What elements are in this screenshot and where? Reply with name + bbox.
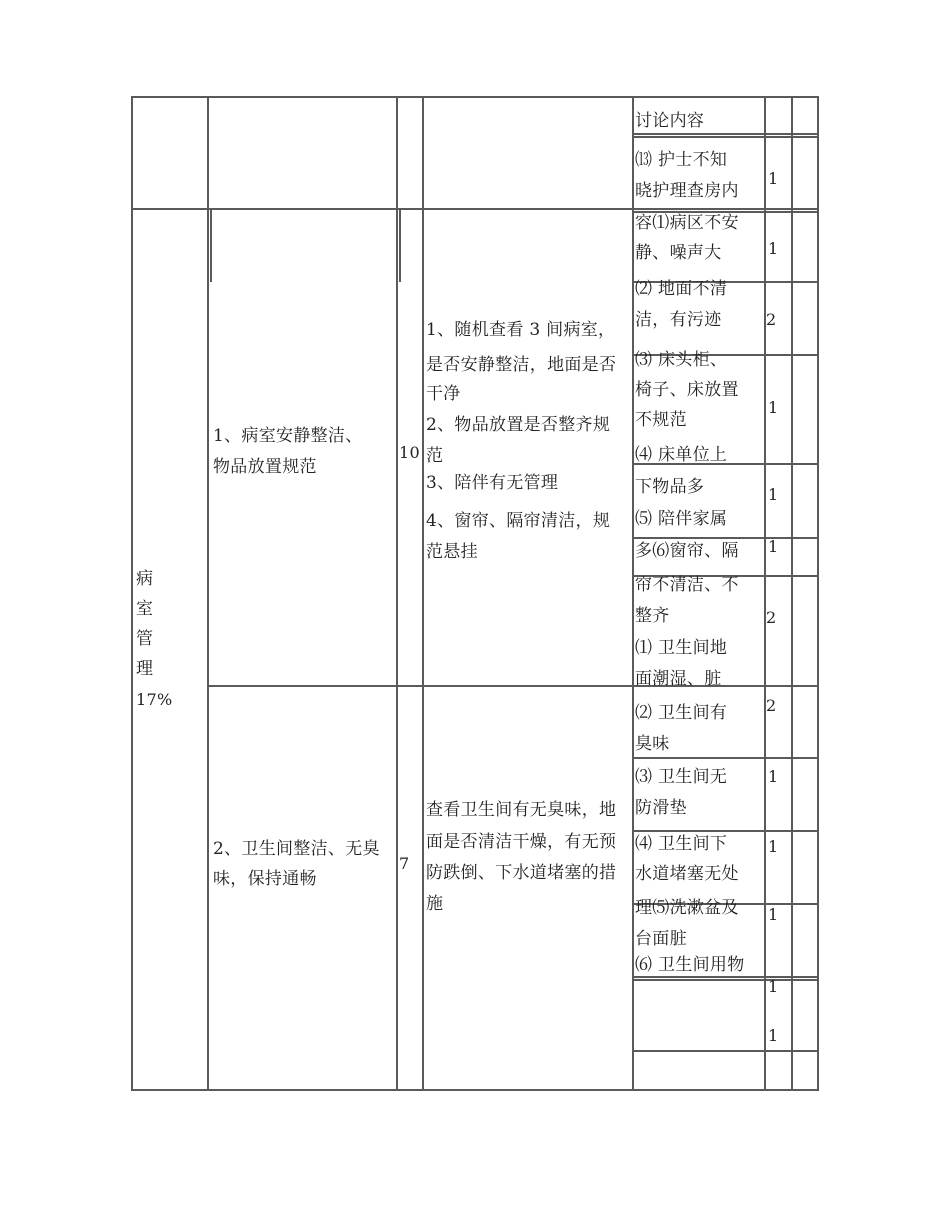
method-text: 1、随机查看 3 间病室， <box>426 320 616 340</box>
method-text: 干净 <box>426 384 461 404</box>
deduction-item: 帘不清洁、不 <box>635 575 739 595</box>
deduction-item: 面潮湿、脏 <box>635 669 722 689</box>
deduction-item: 晓护理查房内 <box>635 181 739 201</box>
table-left-border <box>131 96 133 1091</box>
deduction-score: 1 <box>768 837 779 856</box>
method-text: 4、窗帘、隔帘清洁，规 <box>426 511 611 531</box>
column-divider <box>791 96 793 1091</box>
deduction-item: 下物品多 <box>635 477 705 497</box>
method-text: 施 <box>426 894 444 914</box>
deduction-label: 讨论内容 <box>635 111 705 131</box>
deduction-item: ⒀ 护士不知 <box>635 150 728 170</box>
category-char: 病 <box>136 569 154 589</box>
deduction-item: ⑴ 卫生间地 <box>635 638 728 658</box>
column-divider <box>399 210 401 282</box>
column-divider <box>422 96 424 1091</box>
table-right-border <box>817 96 819 1091</box>
deduction-score: 1 <box>768 1026 779 1045</box>
method-text: 2、物品放置是否整齐规 <box>426 415 611 435</box>
standard-text: 1、病室安静整洁、 <box>213 426 363 446</box>
deduction-item: ⑵ 地面不清 <box>635 279 728 299</box>
category-char: 室 <box>136 599 154 619</box>
deduction-item: ⑶ 床头柜、 <box>635 350 728 370</box>
standard-text: 物品放置规范 <box>213 457 317 477</box>
category-char: 管 <box>136 629 154 649</box>
deduction-score: 1 <box>768 239 779 258</box>
deduction-item: ⑵ 卫生间有 <box>635 703 728 723</box>
deduction-score: 2 <box>766 310 777 329</box>
deduction-item: 静、噪声大 <box>635 243 722 263</box>
deduction-score: 1 <box>768 905 779 924</box>
column-divider <box>210 210 212 282</box>
deduction-item: 椅子、床放置 <box>635 380 739 400</box>
deduction-item: ⑹ 卫生间用物 <box>635 955 745 975</box>
method-text: 面是否清洁干燥，有无预 <box>426 832 617 852</box>
deduction-item: 不规范 <box>635 410 687 430</box>
standard-text: 2、卫生间整洁、无臭 <box>213 839 380 859</box>
deduction-score: 1 <box>768 485 779 504</box>
deduction-item: 水道堵塞无处 <box>635 864 739 884</box>
column-divider <box>632 96 634 1091</box>
deduction-item: 臭味 <box>635 734 670 754</box>
deduction-item: ⑷ 床单位上 <box>635 445 728 465</box>
deduction-item: ⑸ 陪伴家属 <box>635 509 728 529</box>
standard-text: 味，保持通畅 <box>213 869 317 889</box>
deduction-score: 1 <box>768 767 779 786</box>
method-text: 防跌倒、下水道堵塞的措 <box>426 863 617 883</box>
column-divider <box>207 96 209 1091</box>
method-text: 查看卫生间有无臭味，地 <box>426 800 617 820</box>
deduction-item: 多⑹窗帘、隔 <box>635 541 739 561</box>
column-divider <box>764 96 766 1091</box>
deduction-item: ⑶ 卫生间无 <box>635 767 728 787</box>
category-char: 理 <box>136 659 154 679</box>
column-divider <box>396 96 398 1091</box>
deduction-item: 洁，有污迹 <box>635 310 722 330</box>
section-divider <box>207 685 819 687</box>
method-text: 是否安静整洁，地面是否 <box>426 355 617 375</box>
deduction-item: 容⑴病区不安 <box>635 213 739 233</box>
deduction-score: 1 <box>768 977 779 996</box>
deduction-item: 理⑸洗漱盆及 <box>635 898 739 918</box>
deduction-item: 台面脏 <box>635 929 687 949</box>
method-text: 3、陪伴有无管理 <box>426 473 559 493</box>
method-text: 范悬挂 <box>426 542 478 562</box>
table-bottom-border <box>131 1089 819 1091</box>
category-percent: 17% <box>136 690 173 709</box>
deduction-score: 2 <box>766 696 777 715</box>
deduction-score: 1 <box>768 169 779 188</box>
deduction-item: 整齐 <box>635 606 670 626</box>
standard-score: 7 <box>399 854 410 873</box>
table-top-border <box>131 96 819 98</box>
deduction-item: ⑷ 卫生间下 <box>635 834 728 854</box>
deduction-score: 1 <box>768 398 779 417</box>
standard-score: 10 <box>399 443 420 462</box>
deduction-item: 防滑垫 <box>635 798 687 818</box>
method-text: 范 <box>426 446 444 466</box>
deduction-score: 1 <box>768 537 779 556</box>
deduction-score: 2 <box>766 608 777 627</box>
